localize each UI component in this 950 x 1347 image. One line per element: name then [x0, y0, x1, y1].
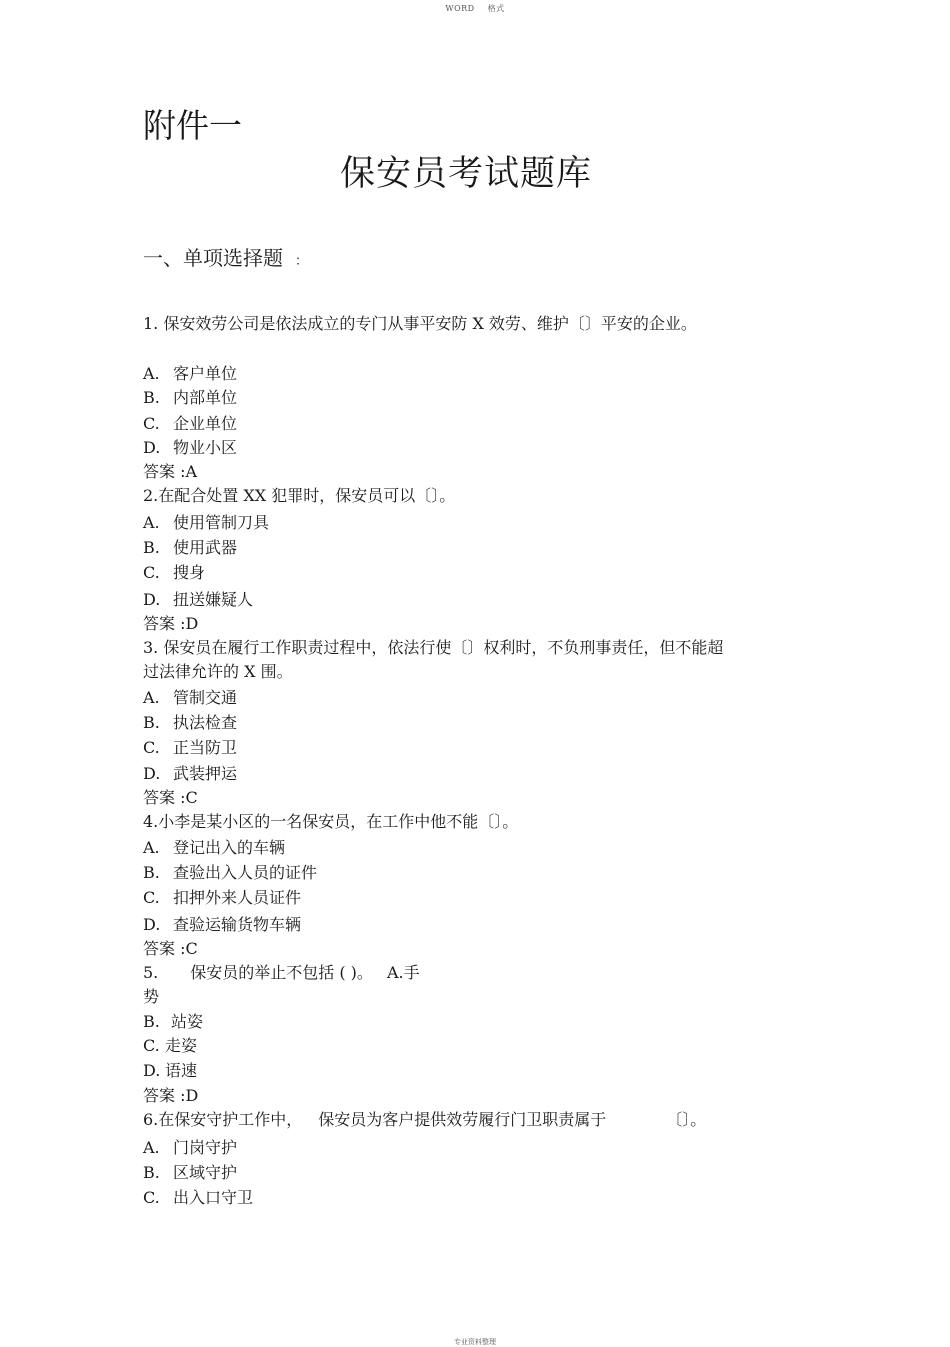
option-letter: D.: [143, 590, 161, 609]
option-letter: D.: [143, 915, 161, 934]
option-letter: B.: [143, 538, 160, 557]
question-5-number: 5.: [143, 963, 159, 982]
answer-label: 答案: [143, 614, 176, 633]
question-2-answer: [143, 613, 198, 635]
answer-value: :A: [180, 462, 198, 481]
question-3-option-d: [143, 763, 237, 785]
question-5-option-b: [143, 1011, 203, 1033]
answer-label: 答案: [143, 939, 176, 958]
question-1-stem: 1. 保安效劳公司是依法成立的专门从事平安防 X 效劳、维护〔〕平安的企业。: [143, 314, 697, 333]
question-3-stem-line-2: 过法律允许的 X 围。: [143, 662, 293, 681]
question-2-option-d: [143, 589, 253, 611]
question-6-option-a: [143, 1137, 237, 1159]
option-text: 客户单位: [173, 364, 238, 383]
attachment-label: 附件一: [143, 106, 242, 145]
option-letter: B.: [143, 1163, 160, 1182]
page-header: [0, 3, 950, 14]
option-letter: C.: [143, 1188, 160, 1207]
document-title: 保安员考试题库: [340, 154, 593, 194]
option-text: 出入口守卫: [173, 1188, 254, 1207]
question-4-stem: 4.小李是某小区的一名保安员，在工作中他不能〔〕。: [143, 812, 519, 831]
option-text: 企业单位: [173, 414, 238, 433]
question-6-text-part-1: 6.在保安守护工作中，: [143, 1110, 303, 1129]
option-text: 扭送嫌疑人: [173, 590, 254, 609]
option-text: 物业小区: [173, 438, 238, 457]
question-2-stem: 2.在配合处置 XX 犯罪时，保安员可以〔〕。: [143, 486, 456, 505]
option-letter: B.: [143, 1012, 160, 1031]
question-1-option-a: [143, 363, 237, 385]
section-heading-text: 一、单项选择题: [143, 246, 283, 270]
option-text: 站姿: [171, 1012, 204, 1031]
option-letter: C.: [143, 1036, 160, 1055]
question-3-option-c: [143, 737, 237, 759]
question-3-answer: [143, 787, 198, 809]
question-2-option-b: [143, 537, 237, 559]
section-heading: [143, 244, 308, 276]
answer-value: :C: [180, 788, 198, 807]
question-4-option-c: [143, 887, 301, 909]
option-text: 武装押运: [173, 764, 238, 783]
question-6-option-b: [143, 1162, 237, 1184]
question-1-option-b: [143, 387, 237, 409]
option-letter: D.: [143, 438, 161, 457]
answer-value: :D: [180, 614, 199, 633]
question-6-text-part-2: 保安员为客户提供效劳履行门卫职责属于: [318, 1110, 607, 1129]
option-letter: B.: [143, 863, 160, 882]
option-text: 管制交通: [173, 688, 238, 707]
question-4-answer: [143, 938, 198, 960]
option-text: 区域守护: [173, 1163, 238, 1182]
option-text: 查验运输货物车辆: [173, 915, 302, 934]
option-letter: A.: [143, 688, 160, 707]
option-letter: B.: [143, 713, 160, 732]
option-text: 使用管制刀具: [173, 513, 270, 532]
option-letter: A.: [143, 513, 160, 532]
question-6-stem: [143, 1109, 706, 1131]
option-text: 登记出入的车辆: [173, 838, 286, 857]
question-2-option-a: [143, 512, 269, 534]
question-4-option-b: [143, 862, 317, 884]
option-letter: A.: [143, 364, 160, 383]
question-3-option-b: [143, 712, 237, 734]
option-text: 搜身: [173, 563, 206, 582]
option-letter: C.: [143, 563, 160, 582]
option-text: 正当防卫: [173, 738, 238, 757]
option-letter: A.: [143, 838, 160, 857]
answer-label: 答案: [143, 462, 176, 481]
section-heading-colon: ：: [295, 254, 309, 269]
answer-value: :C: [180, 939, 198, 958]
option-text: 语速: [165, 1061, 198, 1080]
question-5-answer: [143, 1085, 198, 1107]
question-3-stem-line-1: 3. 保安员在履行工作职责过程中，依法行使〔〕权利时，不负刑事责任，但不能超: [143, 638, 724, 657]
option-text: 门岗守护: [173, 1138, 238, 1157]
answer-label: 答案: [143, 788, 176, 807]
question-6-text-part-3: 〔〕。: [666, 1110, 707, 1129]
option-letter: B.: [143, 388, 160, 407]
option-text: 执法检查: [173, 713, 238, 732]
question-3-option-a: [143, 687, 237, 709]
question-1-option-c: [143, 413, 237, 435]
option-letter: D.: [143, 1061, 161, 1080]
option-text: 扣押外来人员证件: [173, 888, 302, 907]
answer-value: :D: [180, 1086, 199, 1105]
option-text: 内部单位: [173, 388, 238, 407]
option-text: 查验出入人员的证件: [173, 863, 318, 882]
question-5-text: 保安员的举止不包括 ( )。: [190, 963, 373, 982]
header-word: WORD: [445, 4, 475, 13]
option-text: 走姿: [165, 1036, 198, 1055]
header-format: 格式: [487, 4, 505, 13]
option-letter: D.: [143, 764, 161, 783]
question-5-wrap: 势: [143, 987, 160, 1006]
question-5-option-d: [143, 1060, 197, 1082]
question-6-option-c: [143, 1187, 253, 1209]
question-5-stem: [143, 962, 420, 984]
option-letter: C.: [143, 414, 160, 433]
question-2-option-c: [143, 562, 205, 584]
option-letter: C.: [143, 888, 160, 907]
question-4-option-a: [143, 837, 285, 859]
question-4-option-d: [143, 914, 301, 936]
option-letter: C.: [143, 738, 160, 757]
question-1-answer: [143, 461, 197, 483]
option-text: 使用武器: [173, 538, 238, 557]
option-letter: A.: [143, 1138, 160, 1157]
page-footer: 专业资料整理: [454, 1338, 496, 1346]
answer-label: 答案: [143, 1086, 176, 1105]
question-5-option-a-inline: A.手: [386, 963, 420, 982]
question-5-option-c: [143, 1035, 197, 1057]
question-1-option-d: [143, 437, 237, 459]
